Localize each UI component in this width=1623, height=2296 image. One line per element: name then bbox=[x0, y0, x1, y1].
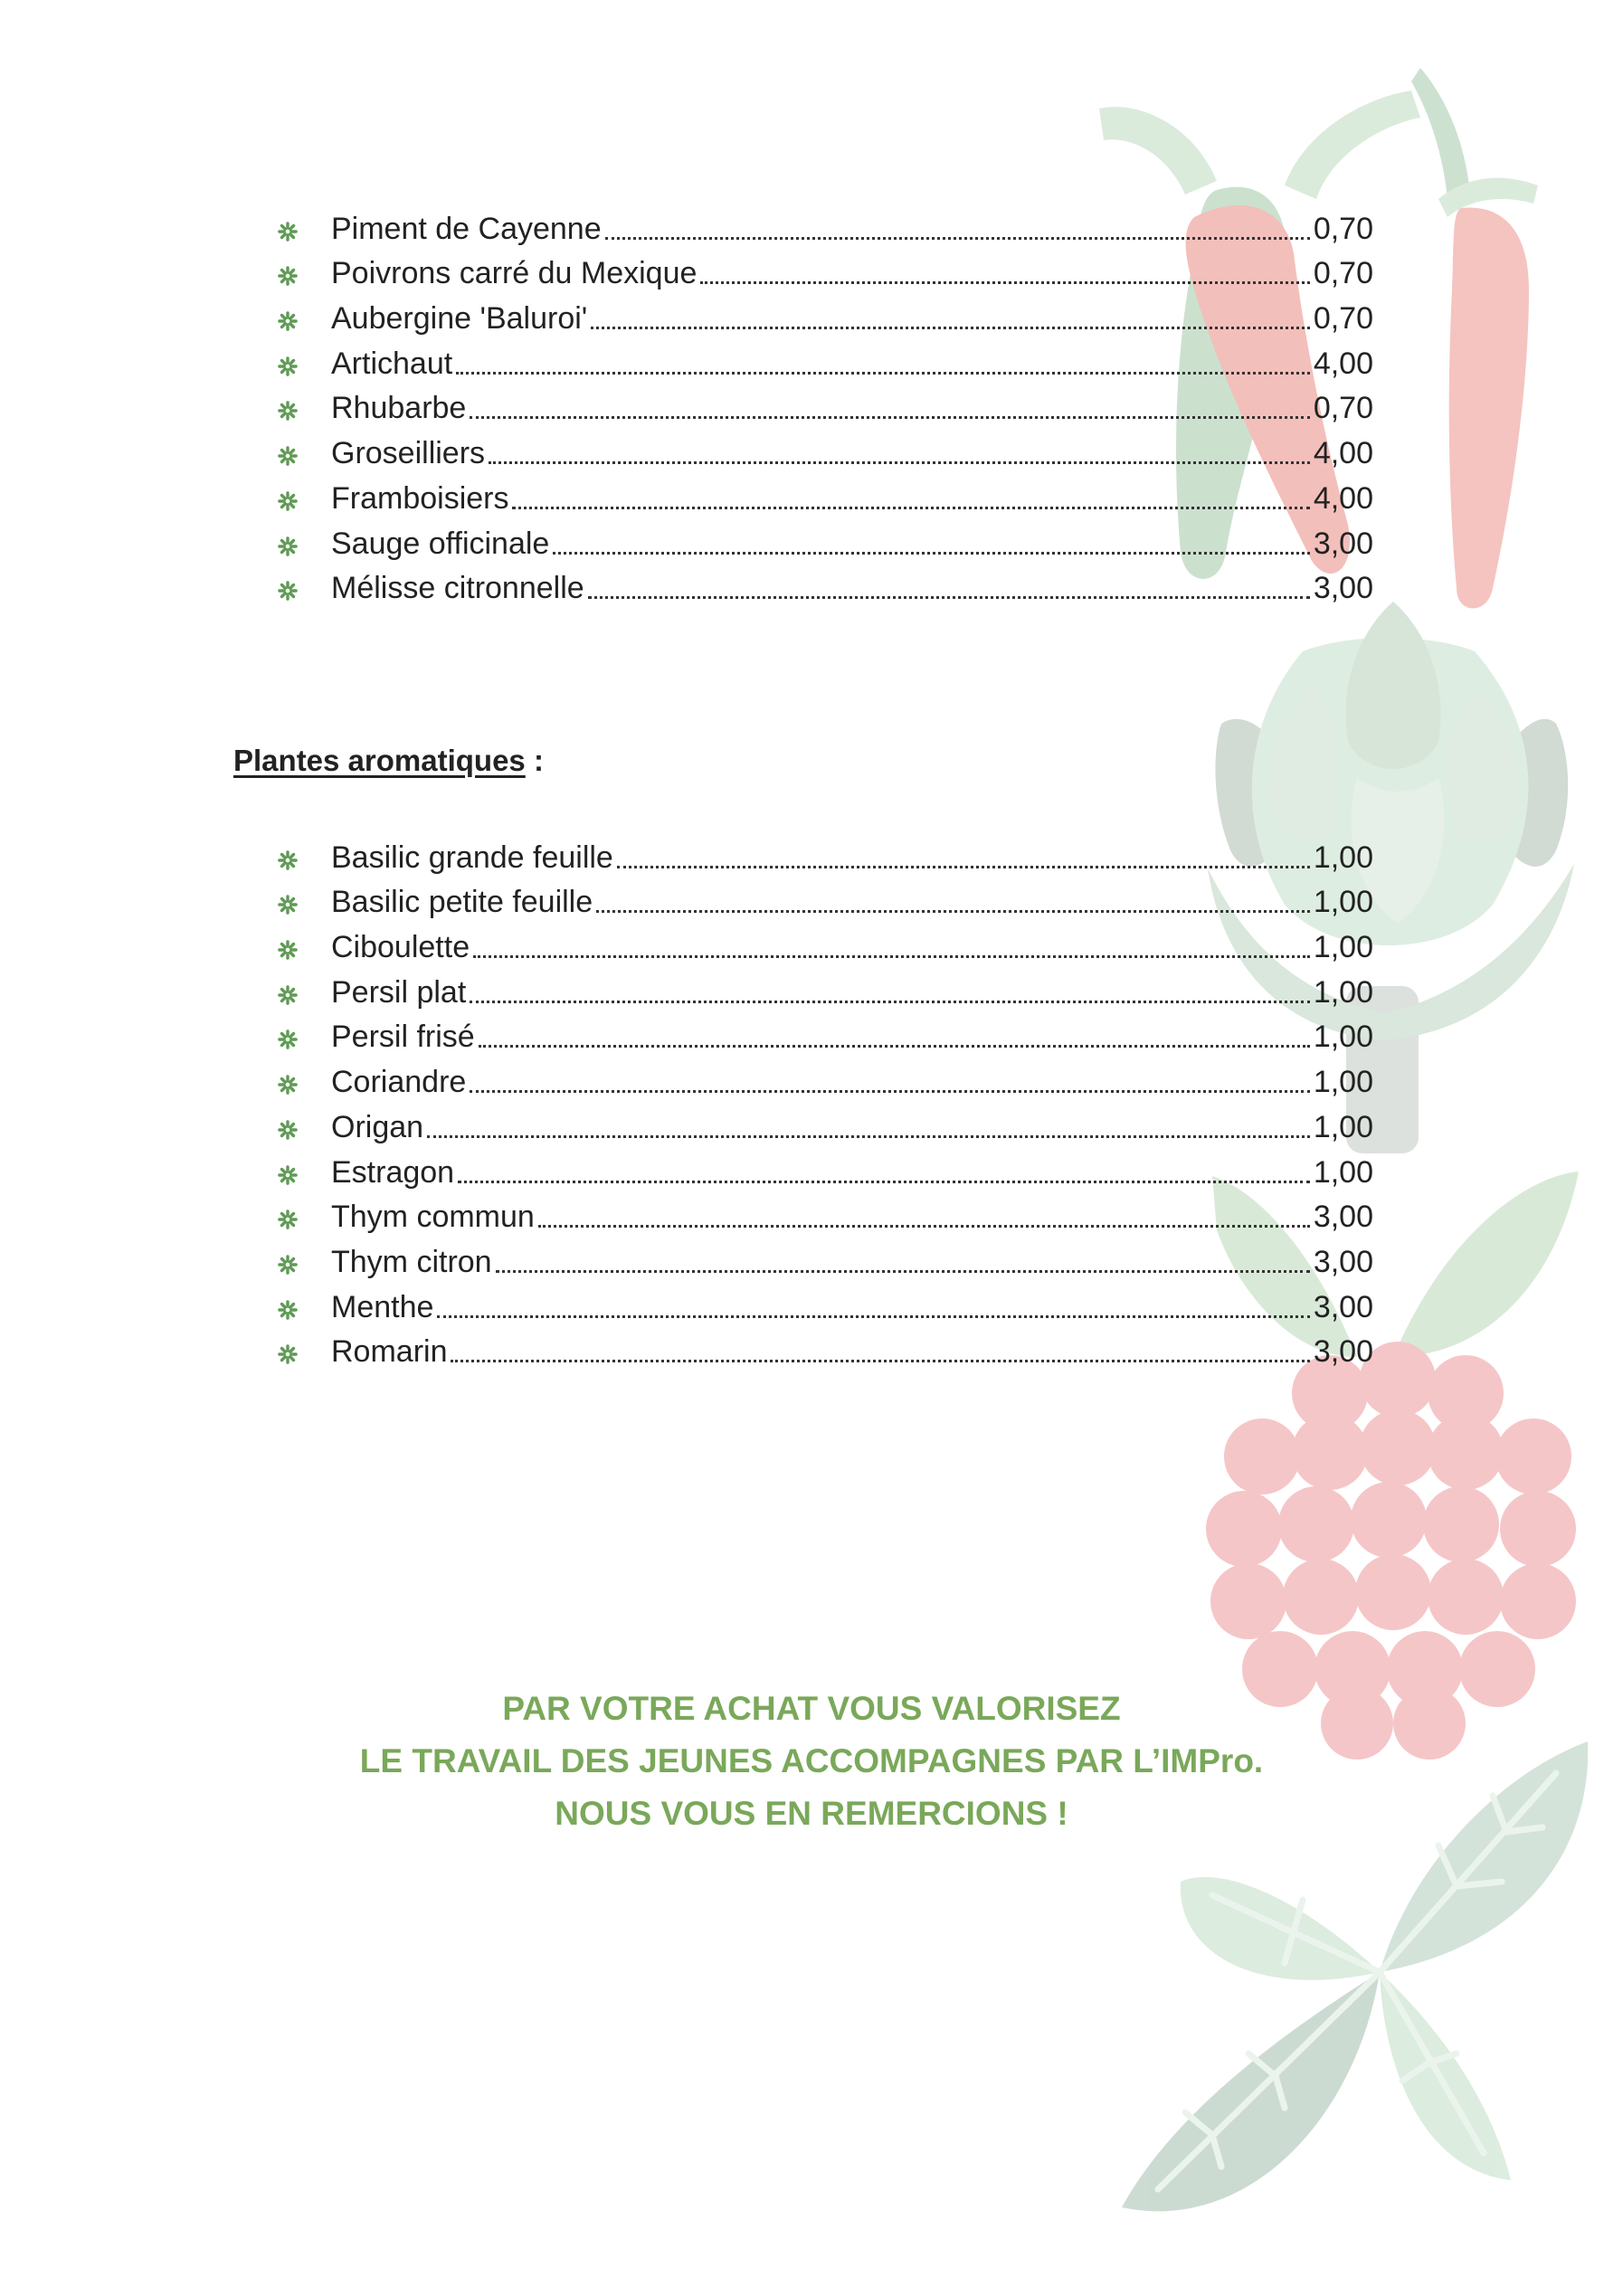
item-price: 1,00 bbox=[1313, 974, 1373, 1010]
dot-leader bbox=[473, 955, 1310, 958]
dot-leader bbox=[596, 910, 1310, 913]
item-name: Sauge officinale bbox=[331, 526, 550, 561]
item-price: 3,00 bbox=[1313, 526, 1373, 561]
item-name: Persil plat bbox=[331, 974, 467, 1010]
item-price: 3,00 bbox=[1313, 1289, 1373, 1324]
list-item bbox=[271, 338, 1373, 384]
dot-leader bbox=[470, 416, 1309, 419]
list-item bbox=[271, 878, 1373, 923]
item-name: Mélisse citronnelle bbox=[331, 571, 584, 606]
dot-leader bbox=[512, 507, 1309, 509]
item-price: 3,00 bbox=[1313, 1200, 1373, 1235]
item-name: Romarin bbox=[331, 1334, 448, 1370]
asterisk-flower-icon bbox=[276, 1073, 299, 1096]
asterisk-flower-icon bbox=[276, 489, 299, 513]
asterisk-flower-icon bbox=[276, 1253, 299, 1276]
item-name: Persil frisé bbox=[331, 1020, 475, 1055]
dot-leader bbox=[427, 1135, 1310, 1138]
item-price: 4,00 bbox=[1313, 346, 1373, 381]
item-name: Basilic petite feuille bbox=[331, 885, 593, 920]
asterisk-flower-icon bbox=[276, 220, 299, 243]
asterisk-flower-icon bbox=[276, 1342, 299, 1366]
dot-leader bbox=[456, 372, 1310, 375]
item-price: 3,00 bbox=[1313, 571, 1373, 606]
list-item bbox=[271, 1147, 1373, 1192]
asterisk-flower-icon bbox=[276, 399, 299, 422]
item-name: Groseilliers bbox=[331, 436, 486, 471]
item-price: 1,00 bbox=[1313, 885, 1373, 920]
closing-line-2: LE TRAVAIL DES JEUNES ACCOMPAGNES PAR L’IMPro. bbox=[359, 1742, 1264, 1779]
price-list-vegetables bbox=[271, 204, 1373, 608]
asterisk-flower-icon bbox=[276, 355, 299, 378]
asterisk-flower-icon bbox=[276, 444, 299, 468]
list-item bbox=[271, 249, 1373, 294]
item-name: Basilic grande feuille bbox=[331, 840, 613, 875]
item-price: 1,00 bbox=[1313, 1020, 1373, 1055]
dot-leader bbox=[538, 1225, 1310, 1228]
item-price: 0,70 bbox=[1313, 301, 1373, 337]
list-item bbox=[271, 1057, 1373, 1102]
list-item bbox=[271, 293, 1373, 338]
asterisk-flower-icon bbox=[276, 893, 299, 916]
item-name: Ciboulette bbox=[331, 930, 470, 965]
item-name: Menthe bbox=[331, 1289, 434, 1324]
dot-leader bbox=[489, 461, 1310, 464]
item-name: Thym commun bbox=[331, 1200, 535, 1235]
list-item bbox=[271, 564, 1373, 609]
closing-line-3: NOUS VOUS EN REMERCIONS ! bbox=[555, 1795, 1068, 1832]
list-item bbox=[271, 967, 1373, 1012]
section-heading-text: Plantes aromatiques bbox=[233, 744, 526, 777]
list-item bbox=[271, 1012, 1373, 1058]
item-price: 1,00 bbox=[1313, 1109, 1373, 1144]
closing-message bbox=[0, 1683, 1623, 1840]
asterisk-flower-icon bbox=[276, 1163, 299, 1187]
item-name: Thym citron bbox=[331, 1244, 492, 1279]
asterisk-flower-icon bbox=[276, 535, 299, 558]
dot-leader bbox=[588, 596, 1310, 599]
list-item bbox=[271, 473, 1373, 518]
item-name: Poivrons carré du Mexique bbox=[331, 256, 698, 291]
item-price: 0,70 bbox=[1313, 211, 1373, 246]
item-name: Aubergine 'Baluroi' bbox=[331, 301, 588, 337]
dot-leader bbox=[553, 552, 1309, 555]
list-item bbox=[271, 1237, 1373, 1282]
dot-leader bbox=[451, 1360, 1309, 1362]
asterisk-flower-icon bbox=[276, 264, 299, 288]
item-price: 3,00 bbox=[1313, 1334, 1373, 1370]
list-item bbox=[271, 1192, 1373, 1238]
item-name: Coriandre bbox=[331, 1065, 467, 1100]
dot-leader bbox=[496, 1270, 1310, 1273]
asterisk-flower-icon bbox=[276, 983, 299, 1007]
item-name: Estragon bbox=[331, 1154, 455, 1190]
closing-line-1: PAR VOTRE ACHAT VOUS VALORISEZ bbox=[502, 1690, 1121, 1727]
list-item bbox=[271, 1327, 1373, 1372]
list-item bbox=[271, 204, 1373, 249]
list-item bbox=[271, 922, 1373, 967]
dot-leader bbox=[470, 1090, 1310, 1093]
dot-leader bbox=[617, 866, 1310, 868]
asterisk-flower-icon bbox=[276, 1118, 299, 1142]
section-heading-colon: : bbox=[525, 744, 544, 777]
item-price: 1,00 bbox=[1313, 930, 1373, 965]
asterisk-flower-icon bbox=[276, 309, 299, 333]
item-price: 4,00 bbox=[1313, 436, 1373, 471]
asterisk-flower-icon bbox=[276, 1208, 299, 1231]
dot-leader bbox=[591, 327, 1310, 329]
list-item bbox=[271, 428, 1373, 473]
dot-leader bbox=[458, 1181, 1310, 1183]
list-item bbox=[271, 1102, 1373, 1147]
dot-leader bbox=[479, 1045, 1310, 1048]
item-price: 0,70 bbox=[1313, 391, 1373, 426]
item-price: 1,00 bbox=[1313, 1065, 1373, 1100]
item-price: 4,00 bbox=[1313, 480, 1373, 516]
asterisk-flower-icon bbox=[276, 938, 299, 962]
dot-leader bbox=[605, 237, 1310, 240]
dot-leader bbox=[437, 1315, 1309, 1318]
item-price: 1,00 bbox=[1313, 1154, 1373, 1190]
item-name: Framboisiers bbox=[331, 480, 509, 516]
dot-leader bbox=[700, 281, 1309, 284]
item-price: 3,00 bbox=[1313, 1244, 1373, 1279]
asterisk-flower-icon bbox=[276, 849, 299, 872]
list-item bbox=[271, 832, 1373, 878]
list-item bbox=[271, 518, 1373, 564]
item-name: Origan bbox=[331, 1109, 424, 1144]
price-list-aromatic bbox=[271, 832, 1373, 1371]
item-name: Piment de Cayenne bbox=[331, 211, 602, 246]
asterisk-flower-icon bbox=[276, 579, 299, 602]
list-item bbox=[271, 1282, 1373, 1327]
item-name: Artichaut bbox=[331, 346, 453, 381]
item-price: 1,00 bbox=[1313, 840, 1373, 875]
item-price: 0,70 bbox=[1313, 256, 1373, 291]
dot-leader bbox=[470, 1001, 1310, 1003]
list-item bbox=[271, 384, 1373, 429]
asterisk-flower-icon bbox=[276, 1028, 299, 1051]
section-heading bbox=[233, 744, 544, 778]
asterisk-flower-icon bbox=[276, 1298, 299, 1322]
item-name: Rhubarbe bbox=[331, 391, 467, 426]
